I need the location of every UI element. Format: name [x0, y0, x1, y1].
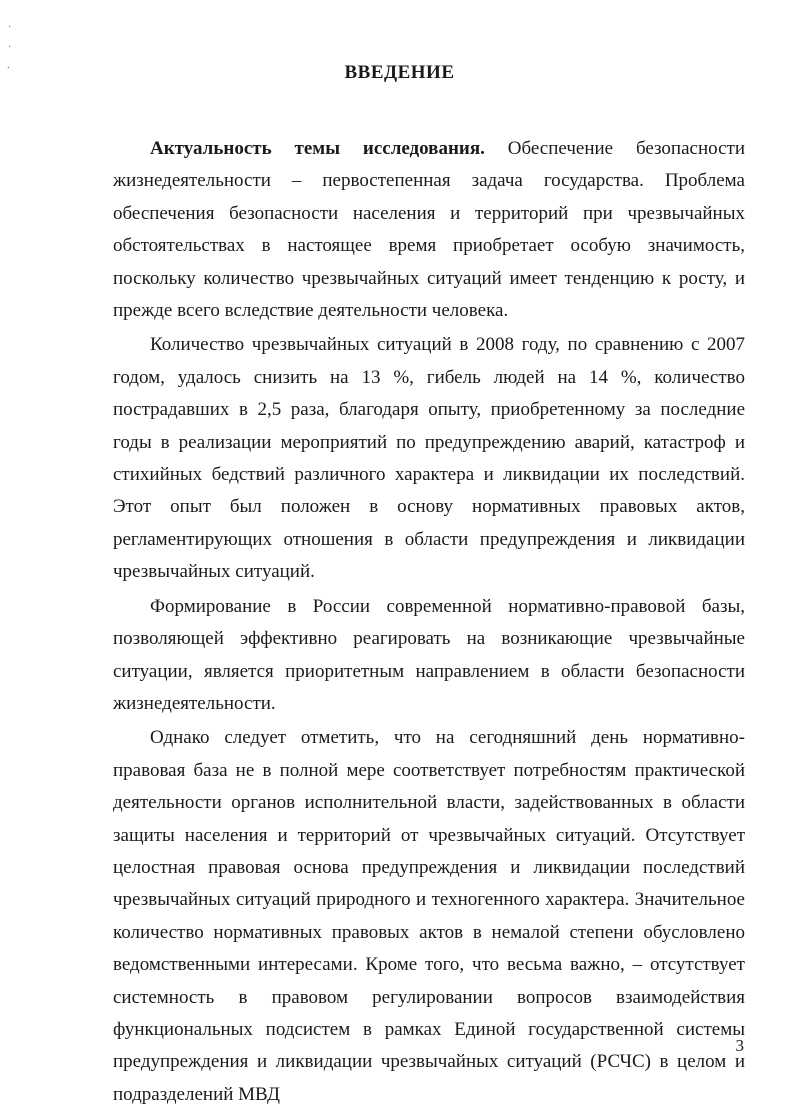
paragraph-shortcomings: Однако следует отметить, что на сегодняшний день нормативно-правовая база не в полной мере соответствует потребностям практической деятельности органов исполнительной власти, задействованных в области защиты населения и территорий от чрезвычайных ситуаций. Отсутствует целостная правовая основа предупреждения и ликвидации последствий чрезвычайных ситуаций природного и техногенного характера. Значительное количество нормативных правовых актов в немалой степени обусловлено ведомственными интересами. Кроме того, что весьма важно, – отсутствует системность в правовом регулировании вопросов взаимодействия функциональных подсистем в рамках Единой государственной системы предупреждения и ликвидации чрезвычайных ситуаций (РСЧС) в целом и подразделений МВД [113, 727, 745, 1105]
paragraph-legal-base: Формирование в России современной нормативно-правовой базы, позволяющей эффективно реагировать на возникающие чрезвычайные ситуации, является приоритетным направлением в области безопасности жизнедеятельности. [113, 595, 745, 714]
page-number: 3 [735, 1036, 744, 1055]
scan-mark-dot: · [8, 22, 12, 33]
page-title: ВВЕДЕНИЕ [344, 62, 455, 83]
scan-mark-scribble: ⸱ [7, 63, 10, 74]
scan-mark-dot-2: · [8, 42, 12, 53]
paragraph-relevance [113, 133, 745, 327]
paragraph-statistics: Количество чрезвычайных ситуаций в 2008 году, по сравнению с 2007 годом, удалось снизить на 13 %, гибель людей на 14 %, количество пострадавших в 2,5 раза, благодаря опыту, приобретенному за последние годы в реализации мероприятий по предупреждению аварий, катастроф и стихийных бедствий различного характера и ликвидации их последствий. Этот опыт был положен в основу нормативных правовых актов, регламентирующих отношения в области предупреждения и ликвидации чрезвычайных ситуаций. [113, 334, 745, 583]
paragraph-lead: Актуальность темы исследования. [150, 138, 485, 159]
paragraph-text: Обеспечение безопасности жизнедеятельности – первостепенная задача государства. Проблема обеспечения безопасности населения и территорий при чрезвычайных обстоятельствах в настоящее время приобретает особую значимость, поскольку количество чрезвычайных ситуаций имеет тенденцию к росту, и прежде всего вследствие деятельности человека. [113, 138, 746, 322]
body-text [113, 133, 745, 1111]
